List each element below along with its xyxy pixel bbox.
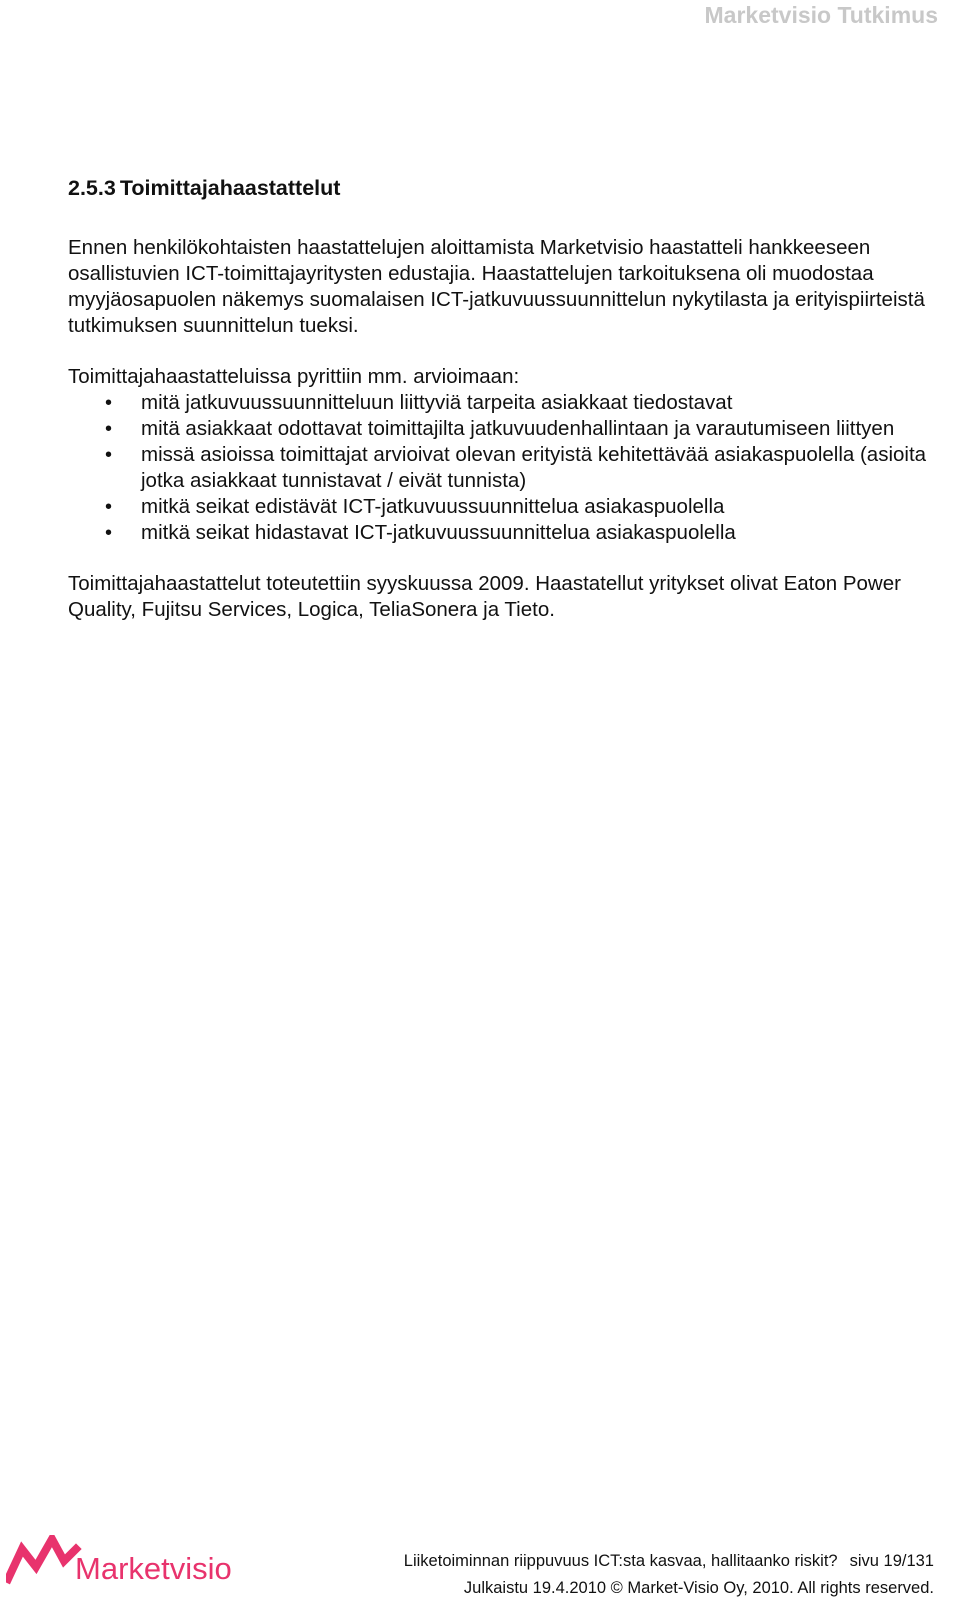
- report-title: Liiketoiminnan riippuvuus ICT:sta kasvaa, hallitaanko riskit?: [403, 1552, 838, 1570]
- logo-wordmark: Marketvisio: [75, 1551, 232, 1586]
- bullet-icon: •: [105, 444, 113, 466]
- bullet-icon: •: [105, 392, 113, 414]
- bullet-icon: •: [105, 418, 113, 440]
- list-item-text: mitä asiakkaat odottavat toimittajilta jatkuvuudenhallintaan ja varautumiseen liittyen: [141, 417, 895, 440]
- section-title: Toimittajahaastattelut: [119, 176, 341, 200]
- marketvisio-logo: [6, 1535, 246, 1592]
- assessment-list: [68, 390, 948, 546]
- list-item: [68, 390, 948, 416]
- list-item: [68, 442, 948, 494]
- list-item: [68, 520, 948, 546]
- list-item-text: missä asioissa toimittajat arvioivat olevan erityistä kehitettävää asiakaspuolella (asioita jotka asiakkaat tunnistavat / eivät tunnista): [141, 443, 927, 492]
- page-content: [68, 176, 948, 648]
- conclusion-paragraph: Toimittajahaastattelut toteutettiin syyskuussa 2009. Haastatellut yritykset olivat Eaton Power Quality, Fujitsu Services, Logica, TeliaSonera ja Tieto.: [68, 572, 901, 621]
- list-intro-paragraph: Toimittajahaastatteluissa pyrittiin mm. arvioimaan:: [68, 365, 520, 388]
- footer-copyright: Julkaistu 19.4.2010 © Market-Visio Oy, 2010. All rights reserved.: [463, 1579, 934, 1597]
- list-item: [68, 494, 948, 520]
- section-heading: [68, 176, 948, 201]
- list-item-text: mitä jatkuvuussuunnitteluun liittyviä tarpeita asiakkaat tiedostavat: [141, 391, 733, 414]
- bullet-icon: •: [105, 522, 113, 544]
- brand-header: Marketvisio Tutkimus: [704, 2, 938, 28]
- page-number: sivu 19/131: [849, 1552, 934, 1570]
- list-item: [68, 416, 948, 442]
- list-item-text: mitkä seikat hidastavat ICT-jatkuvuussuunnittelua asiakaspuolella: [141, 521, 736, 544]
- bullet-icon: •: [105, 496, 113, 518]
- list-item-text: mitkä seikat edistävät ICT-jatkuvuussuunnittelua asiakaspuolella: [141, 495, 725, 518]
- footer-report-line: [404, 1552, 934, 1571]
- intro-paragraph: Ennen henkilökohtaisten haastattelujen aloittamista Marketvisio haastatteli hankkeeseen osallistuvien ICT-toimittajayritysten edustajia. Haastattelujen tarkoituksena oli muodostaa myyjäosapuolen näkemys suomalaisen ICT-jatkuvuussuunnittelun nykytilasta ja erityispiirteistä tutkimuksen suunnittelun tueksi.: [68, 236, 925, 337]
- section-number: 2.5.3: [68, 176, 116, 200]
- marketvisio-logo-icon: [6, 1535, 246, 1587]
